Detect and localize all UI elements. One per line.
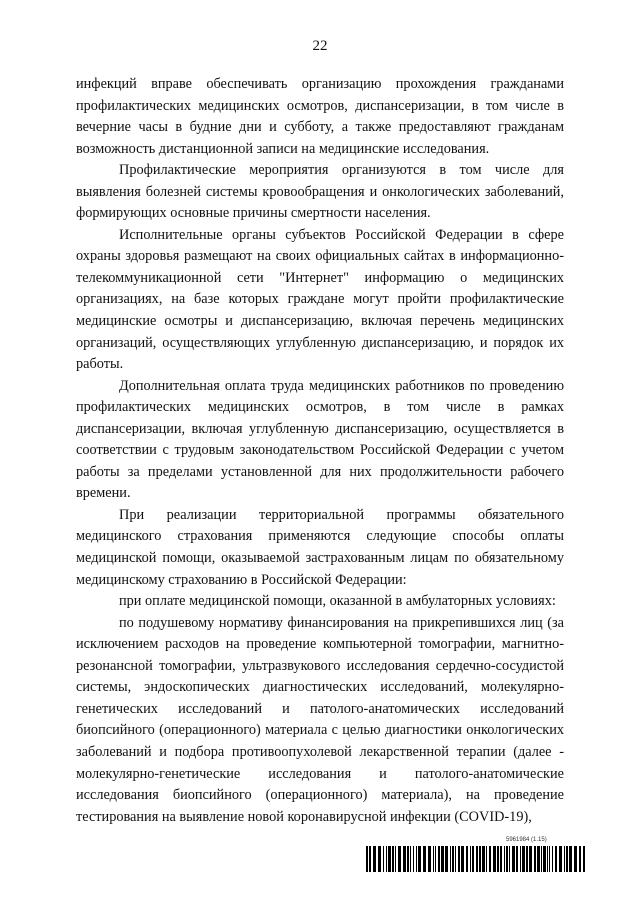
barcode-bar bbox=[559, 846, 562, 872]
paragraph-5: При реализации территориальной программы обязательного медицинского страхования применяются следующие способы оплаты медицинской помощи, оказываемой застрахованным лицам по обязательному медицинскому страхованию в Российской Федерации: bbox=[76, 506, 564, 588]
barcode-bar bbox=[541, 846, 542, 872]
barcode-bar bbox=[438, 846, 440, 872]
barcode-bar bbox=[428, 846, 431, 872]
barcode-bar bbox=[410, 846, 411, 872]
barcode-bar bbox=[522, 846, 525, 872]
paragraph-4: Дополнительная оплата труда медицинских работников по проведению профилактических медицинских осмотров, в том числе в рамках диспансеризации, включая углубленную диспансеризацию, осуществляется в соответствии с трудовым законодательством Российской Федерации с учетом работы за пределами установленной для них продолжительности рабочего времени. bbox=[76, 377, 564, 502]
barcode-bar bbox=[552, 846, 553, 872]
barcode-bar bbox=[529, 846, 532, 872]
barcode-bar bbox=[398, 846, 401, 872]
barcode-bar bbox=[366, 846, 368, 872]
barcode-bar bbox=[482, 846, 485, 872]
barcode-bar bbox=[549, 846, 550, 872]
barcode-bar bbox=[452, 846, 454, 872]
barcode-bar bbox=[534, 846, 536, 872]
barcode-bar bbox=[537, 846, 540, 872]
barcode-bar bbox=[441, 846, 444, 872]
paragraph-6: при оплате медицинской помощи, оказанной в амбулаторных условиях: bbox=[119, 593, 556, 610]
paragraph-7: по подушевому нормативу финансирования на прикрепившихся лиц (за исключением расходов на проведение компьютерной томографии, магнитно-резонансной томографии, ультразвукового исследования сердечно-сосудистой системы, эндоскопических диагностических исследований, молекулярно-генетических исследований и патолого-анатомических исследований биопсийного (операционного) материала с целью диагностики онкологических заболеваний и подбора противоопухолевой лекарственной терапии (далее - молекулярно-генетические исследования и патолого-анатомические исследования биопсийного (операционного) материала), на проведение тестирования на выявление новой коронавирусной инфекции (COVID-19), bbox=[76, 614, 564, 825]
document-body bbox=[76, 74, 564, 828]
barcode-bar bbox=[526, 846, 528, 872]
barcode-bar bbox=[392, 846, 394, 872]
barcode-bar bbox=[543, 846, 546, 872]
barcode-bar bbox=[506, 846, 508, 872]
paragraph-1: инфекций вправе обеспечивать организацию прохождения гражданами профилактических медицинских осмотров, диспансеризации, в том числе в вечерние часы в будние дни и субботу, а также предоставляют гражданам возможность дистанционной записи на медицинские исследования. bbox=[76, 76, 564, 157]
barcode-bar bbox=[566, 846, 568, 872]
barcode-bar bbox=[455, 846, 456, 872]
barcode-bar bbox=[418, 846, 421, 872]
barcode-bar bbox=[416, 846, 417, 872]
barcode-bar bbox=[407, 846, 409, 872]
barcode-bar bbox=[579, 846, 581, 872]
barcode-bar bbox=[493, 846, 496, 872]
barcode-bar bbox=[509, 846, 510, 872]
barcode-bar bbox=[470, 846, 471, 872]
barcode-bar bbox=[445, 846, 448, 872]
barcode-bar bbox=[497, 846, 499, 872]
barcode bbox=[366, 846, 588, 872]
paragraph-3: Исполнительные органы субъектов Российской Федерации в сфере охраны здоровья размещают на своих официальных сайтах в информационно-телекоммуникационной сети "Интернет" информацию о медицинских организациях, на базе которых граждане могут пройти профилактические медицинские осмотры и диспансеризацию, включая перечень медицинских организаций, осуществляющих углубленную диспансеризацию, и порядок их работы. bbox=[76, 226, 564, 373]
barcode-bar bbox=[458, 846, 460, 872]
barcode-bar bbox=[520, 846, 521, 872]
barcode-bar bbox=[373, 846, 376, 872]
barcode-bar bbox=[395, 846, 396, 872]
barcode-bar bbox=[423, 846, 426, 872]
barcode-bar bbox=[461, 846, 464, 872]
document-stamp: 5961984 (1.15) bbox=[506, 837, 547, 843]
barcode-bar bbox=[479, 846, 481, 872]
barcode-bar bbox=[386, 846, 387, 872]
barcode-bar bbox=[450, 846, 451, 872]
barcode-bar bbox=[435, 846, 436, 872]
barcode-bar bbox=[489, 846, 491, 872]
barcode-bar bbox=[564, 846, 565, 872]
barcode-bar bbox=[433, 846, 434, 872]
barcode-bar bbox=[486, 846, 487, 872]
barcode-bar bbox=[388, 846, 391, 872]
barcode-bar bbox=[583, 846, 585, 872]
barcode-bar bbox=[500, 846, 502, 872]
barcode-bar bbox=[369, 846, 371, 872]
barcode-bar bbox=[555, 846, 557, 872]
barcode-bar bbox=[383, 846, 384, 872]
barcode-bar bbox=[472, 846, 474, 872]
page-number: 22 bbox=[312, 38, 328, 54]
barcode-bar bbox=[512, 846, 515, 872]
barcode-bar bbox=[516, 846, 518, 872]
barcode-bar bbox=[569, 846, 572, 872]
barcode-bar bbox=[574, 846, 577, 872]
barcode-bar bbox=[547, 846, 548, 872]
barcode-bar bbox=[476, 846, 478, 872]
barcode-bar bbox=[413, 846, 414, 872]
barcode-bar bbox=[378, 846, 381, 872]
barcode-bar bbox=[504, 846, 505, 872]
barcode-bar bbox=[403, 846, 406, 872]
barcode-bar bbox=[466, 846, 468, 872]
paragraph-2: Профилактические мероприятия организуются в том числе для выявления болезней системы кровообращения и онкологических заболеваний, формирующих основные причины смертности населения. bbox=[76, 162, 564, 222]
